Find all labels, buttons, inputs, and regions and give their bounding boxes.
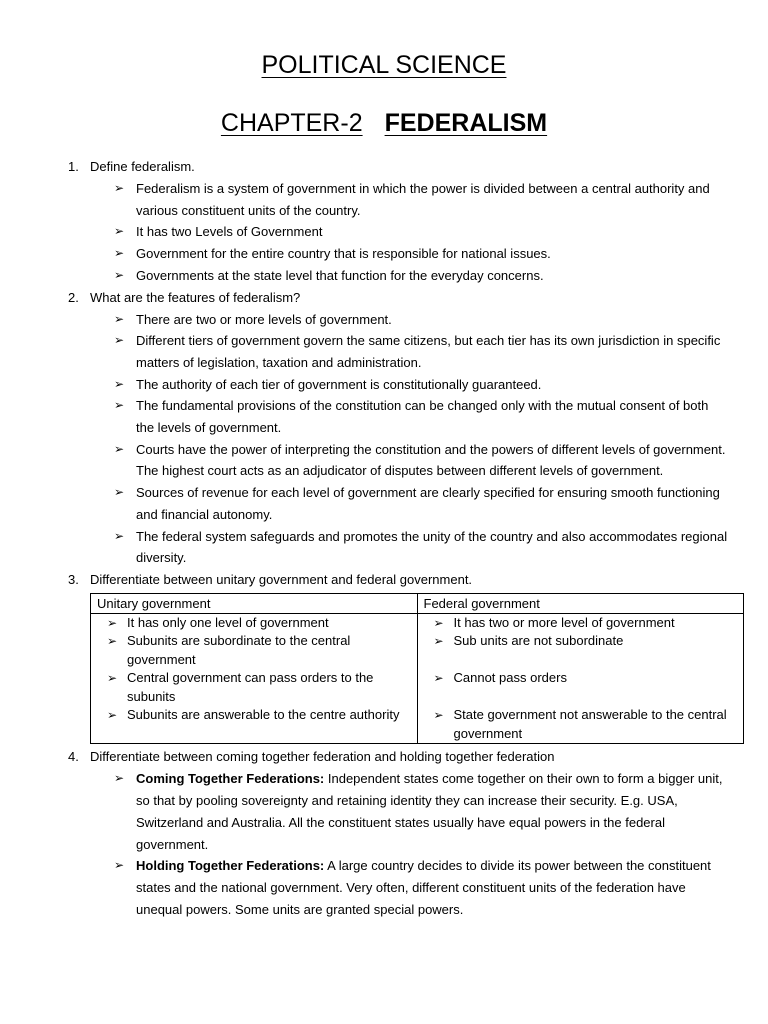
arrow-bullet-icon: ➢ [114, 485, 125, 500]
bullet-item: ➢ Courts have the power of interpreting the constitution and the powers of different levels of government. The highest court acts as an adjudicator of disputes between different levels of government. [68, 439, 728, 482]
table-cell-spacer [418, 651, 744, 670]
arrow-bullet-icon: ➢ [433, 615, 444, 630]
unitary-column [91, 613, 418, 744]
arrow-bullet-icon: ➢ [114, 333, 125, 348]
question-text: What are the features of federalism? [90, 289, 301, 305]
table-cell-item: ➢ It has only one level of government [91, 614, 417, 633]
federal-column [417, 613, 744, 744]
table-header-unitary: Unitary government [91, 593, 418, 613]
bullet-item: ➢ Federalism is a system of government in which the power is divided between a central authority and various constituent units of the country. [68, 178, 728, 221]
question-text: Differentiate between coming together federation and holding together federation [90, 749, 555, 765]
table-cell-item: ➢ Subunits are answerable to the centre authority [91, 706, 417, 725]
chapter-title [0, 108, 768, 138]
bullet-item: ➢ It has two Levels of Government [68, 221, 728, 243]
arrow-bullet-icon: ➢ [107, 615, 118, 630]
question [68, 746, 728, 768]
table-header-row [91, 593, 744, 613]
arrow-bullet-icon: ➢ [114, 771, 125, 786]
table-cell-item: ➢ It has two or more level of government [418, 614, 744, 633]
arrow-bullet-icon: ➢ [114, 224, 125, 239]
arrow-bullet-icon: ➢ [114, 376, 125, 391]
bullet-item: ➢ Different tiers of government govern the same citizens, but each tier has its own jurisdiction in specific matters of legislation, taxation and administration. [68, 330, 728, 373]
chapter-label: CHAPTER-2 [220, 109, 363, 137]
question-number: 4. [68, 749, 79, 765]
bullet-item: ➢ The authority of each tier of government is constitutionally guaranteed. [68, 374, 728, 396]
table-cell-item: ➢ State government not answerable to the central government [433, 707, 727, 741]
question [68, 287, 728, 309]
bullet-item: ➢ Coming Together Federations: Independent states come together on their own to form a bigger unit, so that by pooling sovereignty and retaining identity they can increase their security. E.g. USA, Switzerland and Australia. All the constituent states usually have equal powers in the federal government. [68, 768, 728, 855]
table-cell-item: ➢ Cannot pass orders [418, 669, 744, 688]
question-text: Differentiate between unitary government and federal government. [90, 571, 473, 587]
comparison-table [90, 593, 744, 745]
bullet-item: ➢ The fundamental provisions of the constitution can be changed only with the mutual consent of both the levels of government. [68, 395, 728, 438]
answer-bullets [68, 178, 728, 287]
arrow-bullet-icon: ➢ [107, 708, 118, 723]
arrow-bullet-icon: ➢ [114, 267, 125, 282]
table-cell-spacer [418, 688, 744, 707]
table-cell-item: ➢ Central government can pass orders to the subunits [107, 670, 374, 704]
table-cell-item: ➢ Sub units are not subordinate [418, 632, 744, 651]
table-header-federal: Federal government [417, 593, 744, 613]
table-row [91, 613, 744, 744]
question [68, 569, 728, 591]
question-number: 2. [68, 289, 79, 305]
arrow-bullet-icon: ➢ [114, 311, 125, 326]
arrow-bullet-icon: ➢ [114, 246, 125, 261]
answer-bullets [68, 768, 728, 920]
answer-bullets [68, 309, 728, 569]
arrow-bullet-icon: ➢ [114, 528, 125, 543]
question [68, 156, 728, 178]
table-cell-item: ➢ Subunits are subordinate to the central government [107, 633, 351, 667]
chapter-name: FEDERALISM [384, 109, 548, 137]
bullet-item: ➢ There are two or more levels of government. [68, 309, 728, 331]
arrow-bullet-icon: ➢ [114, 858, 125, 873]
arrow-bullet-icon: ➢ [433, 708, 444, 723]
arrow-bullet-icon: ➢ [114, 181, 125, 195]
bullet-item: ➢ Holding Together Federations: A large country decides to divide its power between the constituent states and the national government. Very often, different constituent units of the federation have unequal powers. Some units are granted special powers. [68, 855, 728, 920]
arrow-bullet-icon: ➢ [114, 441, 125, 456]
bullet-lead: Coming Together Federations: [136, 771, 325, 787]
bullet-item: ➢ Sources of revenue for each level of government are clearly specified for ensuring smooth functioning and financial autonomy. [68, 482, 728, 525]
arrow-bullet-icon: ➢ [114, 398, 125, 413]
subject-title: POLITICAL SCIENCE [261, 51, 507, 79]
bullet-item: ➢ Governments at the state level that function for the everyday concerns. [68, 265, 728, 287]
bullet-lead: Holding Together Federations: [136, 858, 325, 874]
bullet-item: ➢ The federal system safeguards and promotes the unity of the country and also accommodates regional diversity. [68, 526, 728, 569]
question-text: Define federalism. [90, 159, 195, 174]
bullet-item: ➢ Government for the entire country that is responsible for national issues. [68, 243, 728, 265]
question-number: 3. [68, 571, 79, 587]
question-number: 1. [68, 159, 79, 174]
arrow-bullet-icon: ➢ [107, 671, 118, 686]
arrow-bullet-icon: ➢ [107, 634, 118, 649]
arrow-bullet-icon: ➢ [433, 634, 444, 649]
arrow-bullet-icon: ➢ [433, 671, 444, 686]
questions-list [68, 156, 728, 920]
